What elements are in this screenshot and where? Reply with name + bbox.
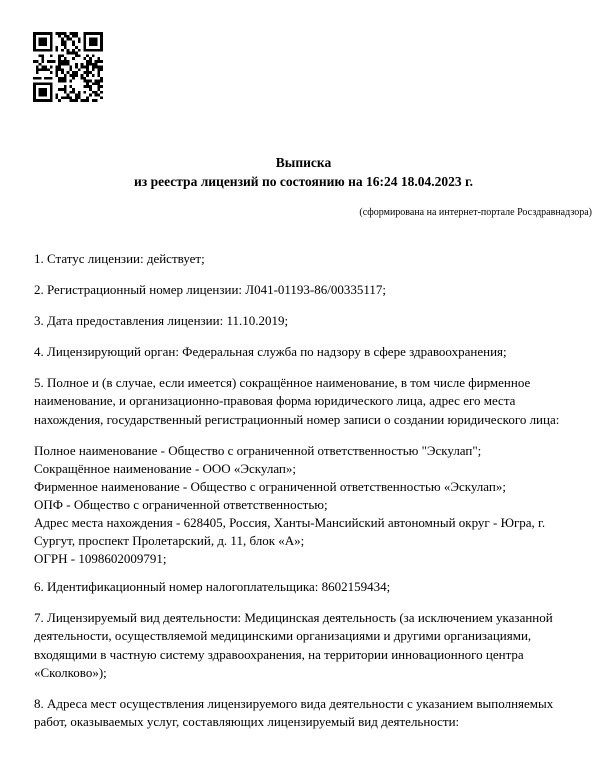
title-line-2: из реестра лицензий по состоянию на 16:24 18.04.2023 г. (134, 174, 473, 189)
paragraph-9: 8. Адреса мест осуществления лицензируемого вида деятельности с указанием выполняемых работ, оказываемых услуг, составляющих лицензируемый вид деятельности: (34, 696, 554, 730)
title-line-1: Выписка (275, 155, 332, 170)
document-body (34, 250, 579, 744)
paragraph-7: 6. Идентификационный номер налогоплательщика: 8602159434; (34, 578, 391, 594)
document-title (0, 153, 607, 191)
paragraph-1: 1. Статус лицензии: действует; (34, 251, 205, 266)
paragraph-6: Полное наименование - Общество с ограниченной ответственностью "Эскулап"; Сокращённое наименование - ООО «Эскулап»; Фирменное наименование - Общество с ограниченной ответственностью «Эскулап»; ОПФ - Общество с ограниченной ответственностью; Адрес места нахождения - 628405, Россия, Ханты-Мансийский автономный округ - Югра, г. Сургут, проспект Пролетарский, д. 11, блок «А»; ОГРН - 1098602009791; (34, 442, 546, 566)
paragraph-4: 4. Лицензирующий орган: Федеральная служба по надзору в сфере здравоохранения; (34, 344, 507, 359)
paragraph-2: 2. Регистрационный номер лицензии: Л041-01193-86/00335117; (34, 282, 386, 297)
paragraph-8: 7. Лицензируемый вид деятельности: Медицинская деятельность (за исключением указанной деятельности, осуществляемой медицинскими организациями и другими организациями, входящими в частную систему здравоохранения, на территории инновационного центра «Сколково»); (34, 609, 553, 681)
qr-code (33, 32, 103, 102)
paragraph-5: 5. Полное и (в случае, если имеется) сокращённое наименование, в том числе фирменное наименование, и организационно-правовая форма юридического лица, адрес его места нахождения, государственный регистрационный номер записи о создании юридического лица: (34, 375, 560, 427)
paragraph-3: 3. Дата предоставления лицензии: 11.10.2019; (34, 313, 289, 328)
document-subtitle: (сформирована на интернет-портале Росздравнадзора) (359, 207, 592, 218)
